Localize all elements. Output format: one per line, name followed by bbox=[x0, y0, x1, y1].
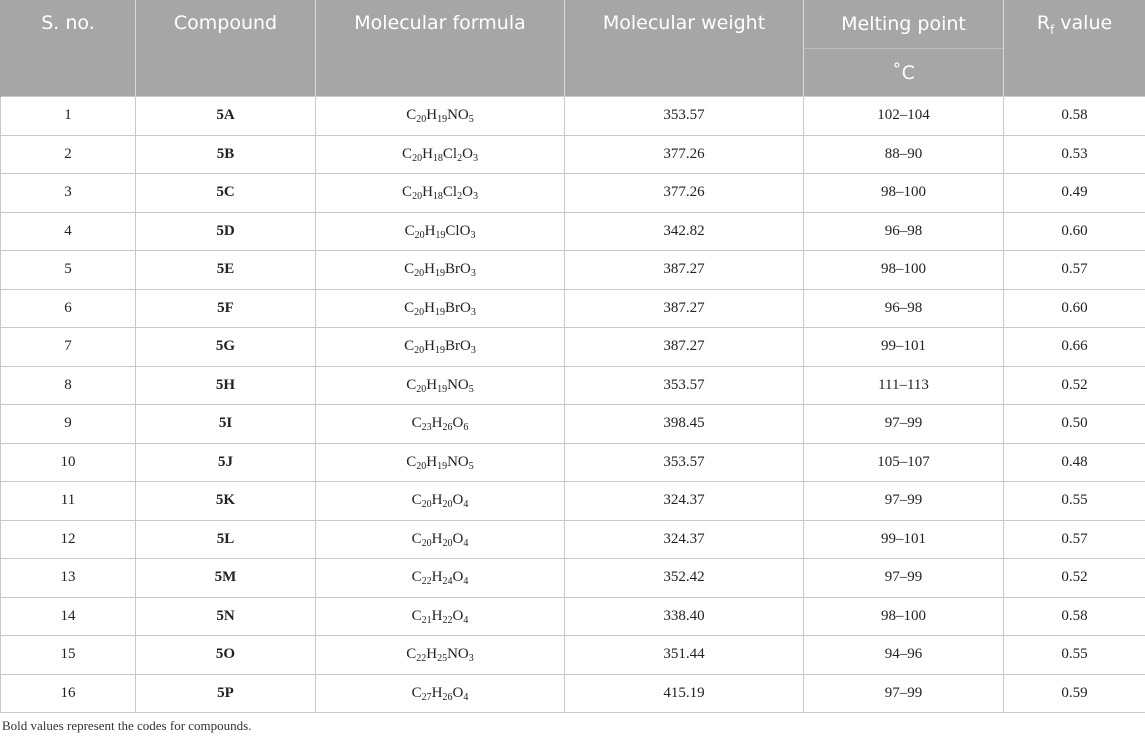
cell-molecular-formula bbox=[316, 366, 565, 405]
formula-element: NO bbox=[447, 107, 469, 124]
cell-melting-point: 99–101 bbox=[804, 520, 1004, 559]
formula-subscript: 20 bbox=[412, 191, 423, 203]
formula-subscript: 3 bbox=[472, 191, 478, 203]
formula-subscript: 27 bbox=[421, 691, 432, 703]
formula-subscript: 20 bbox=[416, 460, 427, 472]
formula-element: C bbox=[404, 338, 415, 355]
table-row bbox=[1, 251, 1145, 290]
formula-subscript: 3 bbox=[470, 229, 476, 241]
table-footnote: Bold values represent the codes for compounds. bbox=[2, 718, 252, 733]
formula-element: H bbox=[424, 261, 435, 278]
cell-rf-value: 0.66 bbox=[1004, 328, 1145, 367]
formula-subscript: 20 bbox=[421, 499, 432, 511]
table-header bbox=[1, 0, 1145, 97]
table-row bbox=[1, 559, 1145, 598]
formula-subscript: 6 bbox=[463, 422, 469, 434]
cell-melting-point: 105–107 bbox=[804, 443, 1004, 482]
formula-element: O bbox=[452, 569, 464, 586]
cell-melting-point: 97–99 bbox=[804, 482, 1004, 521]
table-row bbox=[1, 174, 1145, 213]
formula-element: H bbox=[431, 684, 443, 701]
formula-element: O bbox=[452, 607, 464, 624]
formula-element: H bbox=[426, 453, 438, 470]
cell-sno: 3 bbox=[1, 174, 136, 213]
cell-sno: 13 bbox=[1, 559, 136, 598]
table-row bbox=[1, 597, 1145, 636]
formula-subscript: 19 bbox=[437, 114, 448, 126]
cell-rf-value: 0.55 bbox=[1004, 482, 1145, 521]
cell-melting-point: 99–101 bbox=[804, 328, 1004, 367]
cell-rf-value: 0.52 bbox=[1004, 559, 1145, 598]
cell-compound-code: 5L bbox=[136, 520, 316, 559]
header-compound: Compound bbox=[136, 0, 316, 97]
cell-sno: 4 bbox=[1, 212, 136, 251]
table-row bbox=[1, 97, 1145, 136]
cell-compound-code: 5F bbox=[136, 289, 316, 328]
cell-molecular-weight: 415.19 bbox=[565, 674, 804, 713]
cell-rf-value: 0.59 bbox=[1004, 674, 1145, 713]
formula-element: C bbox=[411, 607, 422, 624]
formula-subscript: 4 bbox=[463, 499, 469, 511]
formula-element: C bbox=[406, 107, 417, 124]
formula-subscript: 20 bbox=[414, 306, 425, 318]
formula-subscript: 19 bbox=[435, 229, 446, 241]
formula-subscript: 19 bbox=[435, 345, 445, 357]
cell-rf-value: 0.57 bbox=[1004, 251, 1145, 290]
formula-subscript: 5 bbox=[468, 114, 474, 126]
cell-melting-point: 97–99 bbox=[804, 674, 1004, 713]
formula-subscript: 21 bbox=[421, 614, 432, 626]
cell-compound-code: 5D bbox=[136, 212, 316, 251]
table-row bbox=[1, 212, 1145, 251]
table-row bbox=[1, 366, 1145, 405]
cell-sno: 1 bbox=[1, 97, 136, 136]
formula-element: NO bbox=[447, 646, 469, 663]
cell-melting-point: 96–98 bbox=[804, 289, 1004, 328]
cell-compound-code: 5C bbox=[136, 174, 316, 213]
formula-element: H bbox=[424, 338, 435, 355]
formula-subscript: 2 bbox=[457, 152, 463, 164]
cell-melting-point: 97–99 bbox=[804, 559, 1004, 598]
cell-molecular-formula bbox=[316, 289, 565, 328]
cell-compound-code: 5M bbox=[136, 559, 316, 598]
formula-subscript: 19 bbox=[435, 306, 445, 318]
formula-subscript: 26 bbox=[442, 691, 453, 703]
cell-melting-point: 98–100 bbox=[804, 251, 1004, 290]
cell-molecular-weight: 353.57 bbox=[565, 97, 804, 136]
cell-sno: 14 bbox=[1, 597, 136, 636]
cell-rf-value: 0.52 bbox=[1004, 366, 1145, 405]
table-row bbox=[1, 520, 1145, 559]
header-melting-point: Melting point bbox=[804, 0, 1004, 49]
header-weight: Molecular weight bbox=[565, 0, 804, 97]
cell-rf-value: 0.57 bbox=[1004, 520, 1145, 559]
formula-subscript: 5 bbox=[468, 460, 474, 472]
formula-subscript: 18 bbox=[432, 191, 443, 203]
cell-sno: 6 bbox=[1, 289, 136, 328]
cell-molecular-formula bbox=[316, 559, 565, 598]
formula-subscript: 24 bbox=[442, 576, 453, 588]
cell-molecular-weight: 324.37 bbox=[565, 482, 804, 521]
formula-element: O bbox=[452, 415, 464, 432]
formula-subscript: 25 bbox=[437, 653, 448, 665]
formula-subscript: 20 bbox=[442, 499, 453, 511]
formula-element: H bbox=[426, 646, 438, 663]
formula-element: NO bbox=[447, 376, 469, 393]
formula-element: C bbox=[411, 492, 422, 509]
cell-molecular-formula bbox=[316, 482, 565, 521]
formula-subscript: 5 bbox=[468, 383, 474, 395]
formula-subscript: 22 bbox=[416, 653, 427, 665]
header-sno: S. no. bbox=[1, 0, 136, 97]
formula-element: NO bbox=[447, 453, 469, 470]
cell-sno: 5 bbox=[1, 251, 136, 290]
cell-melting-point: 111–113 bbox=[804, 366, 1004, 405]
formula-element: H bbox=[431, 530, 443, 547]
cell-compound-code: 5E bbox=[136, 251, 316, 290]
table-row bbox=[1, 405, 1145, 444]
cell-molecular-formula bbox=[316, 251, 565, 290]
formula-element: H bbox=[431, 492, 443, 509]
cell-rf-value: 0.60 bbox=[1004, 212, 1145, 251]
formula-subscript: 3 bbox=[468, 653, 474, 665]
cell-molecular-weight: 377.26 bbox=[565, 174, 804, 213]
cell-rf-value: 0.60 bbox=[1004, 289, 1145, 328]
cell-sno: 12 bbox=[1, 520, 136, 559]
cell-compound-code: 5B bbox=[136, 135, 316, 174]
cell-compound-code: 5P bbox=[136, 674, 316, 713]
cell-sno: 9 bbox=[1, 405, 136, 444]
cell-molecular-weight: 342.82 bbox=[565, 212, 804, 251]
cell-melting-point: 98–100 bbox=[804, 597, 1004, 636]
cell-compound-code: 5O bbox=[136, 636, 316, 675]
cell-molecular-weight: 338.40 bbox=[565, 597, 804, 636]
cell-melting-point: 98–100 bbox=[804, 174, 1004, 213]
cell-molecular-weight: 387.27 bbox=[565, 251, 804, 290]
cell-molecular-weight: 352.42 bbox=[565, 559, 804, 598]
formula-subscript: 20 bbox=[414, 229, 425, 241]
formula-element: C bbox=[411, 684, 422, 701]
table-row bbox=[1, 636, 1145, 675]
formula-subscript: 4 bbox=[463, 614, 469, 626]
formula-element: C bbox=[411, 415, 422, 432]
formula-subscript: 20 bbox=[414, 345, 425, 357]
formula-element: H bbox=[431, 415, 443, 432]
formula-subscript: 4 bbox=[463, 691, 469, 703]
table-row bbox=[1, 443, 1145, 482]
cell-compound-code: 5I bbox=[136, 405, 316, 444]
formula-subscript: 20 bbox=[442, 537, 453, 549]
formula-subscript: 19 bbox=[435, 268, 445, 280]
formula-subscript: 20 bbox=[421, 537, 432, 549]
formula-subscript: 18 bbox=[432, 152, 443, 164]
cell-compound-code: 5N bbox=[136, 597, 316, 636]
cell-compound-code: 5K bbox=[136, 482, 316, 521]
cell-sno: 8 bbox=[1, 366, 136, 405]
cell-molecular-formula bbox=[316, 443, 565, 482]
cell-rf-value: 0.50 bbox=[1004, 405, 1145, 444]
cell-molecular-formula bbox=[316, 328, 565, 367]
formula-element: Cl bbox=[442, 184, 458, 201]
cell-rf-value: 0.49 bbox=[1004, 174, 1145, 213]
cell-molecular-weight: 353.57 bbox=[565, 443, 804, 482]
header-rf-main: R bbox=[1036, 12, 1051, 34]
cell-compound-code: 5A bbox=[136, 97, 316, 136]
cell-molecular-formula bbox=[316, 174, 565, 213]
formula-element: C bbox=[406, 376, 417, 393]
formula-subscript: 3 bbox=[470, 345, 476, 357]
formula-subscript: 20 bbox=[416, 383, 427, 395]
formula-subscript: 20 bbox=[412, 152, 423, 164]
formula-element: O bbox=[462, 184, 473, 201]
formula-subscript: 23 bbox=[421, 422, 432, 434]
cell-molecular-weight: 398.45 bbox=[565, 405, 804, 444]
cell-rf-value: 0.53 bbox=[1004, 135, 1145, 174]
formula-element: O bbox=[462, 145, 473, 162]
cell-molecular-weight: 324.37 bbox=[565, 520, 804, 559]
formula-element: C bbox=[406, 646, 417, 663]
cell-compound-code: 5H bbox=[136, 366, 316, 405]
cell-sno: 15 bbox=[1, 636, 136, 675]
header-rf-sub: f bbox=[1050, 22, 1055, 37]
cell-melting-point: 96–98 bbox=[804, 212, 1004, 251]
formula-subscript: 3 bbox=[470, 268, 476, 280]
cell-molecular-weight: 387.27 bbox=[565, 328, 804, 367]
formula-element: H bbox=[426, 376, 438, 393]
cell-sno: 11 bbox=[1, 482, 136, 521]
cell-molecular-formula bbox=[316, 674, 565, 713]
cell-molecular-formula bbox=[316, 597, 565, 636]
cell-molecular-formula bbox=[316, 520, 565, 559]
formula-element: H bbox=[422, 145, 433, 162]
formula-element: H bbox=[422, 184, 433, 201]
formula-element: Cl bbox=[442, 145, 458, 162]
cell-melting-point: 102–104 bbox=[804, 97, 1004, 136]
formula-element: BrO bbox=[445, 261, 471, 278]
cell-sno: 7 bbox=[1, 328, 136, 367]
formula-element: H bbox=[426, 107, 438, 124]
cell-molecular-weight: 377.26 bbox=[565, 135, 804, 174]
cell-molecular-weight: 387.27 bbox=[565, 289, 804, 328]
table-row bbox=[1, 135, 1145, 174]
cell-sno: 2 bbox=[1, 135, 136, 174]
formula-element: O bbox=[452, 492, 464, 509]
formula-element: C bbox=[406, 453, 417, 470]
formula-element: C bbox=[404, 299, 415, 316]
formula-subscript: 22 bbox=[421, 576, 432, 588]
cell-melting-point: 88–90 bbox=[804, 135, 1004, 174]
cell-rf-value: 0.58 bbox=[1004, 597, 1145, 636]
cell-molecular-formula bbox=[316, 97, 565, 136]
formula-element: H bbox=[424, 299, 435, 316]
cell-rf-value: 0.58 bbox=[1004, 97, 1145, 136]
cell-sno: 10 bbox=[1, 443, 136, 482]
cell-melting-point: 94–96 bbox=[804, 636, 1004, 675]
formula-subscript: 26 bbox=[442, 422, 453, 434]
formula-subscript: 19 bbox=[437, 383, 448, 395]
cell-compound-code: 5J bbox=[136, 443, 316, 482]
cell-molecular-formula bbox=[316, 135, 565, 174]
formula-element: C bbox=[411, 530, 422, 547]
header-formula: Molecular formula bbox=[316, 0, 565, 97]
header-rf-value bbox=[1004, 0, 1145, 97]
header-melting-unit: ˚C bbox=[804, 49, 1004, 97]
formula-subscript: 22 bbox=[442, 614, 453, 626]
formula-subscript: 3 bbox=[470, 306, 476, 318]
formula-element: BrO bbox=[445, 338, 471, 355]
table-body bbox=[1, 97, 1145, 713]
cell-molecular-formula bbox=[316, 636, 565, 675]
formula-subscript: 2 bbox=[457, 191, 463, 203]
formula-subscript: 3 bbox=[472, 152, 478, 164]
formula-subscript: 20 bbox=[414, 268, 425, 280]
cell-rf-value: 0.55 bbox=[1004, 636, 1145, 675]
cell-molecular-weight: 353.57 bbox=[565, 366, 804, 405]
table-row bbox=[1, 289, 1145, 328]
formula-subscript: 19 bbox=[437, 460, 448, 472]
formula-element: C bbox=[402, 184, 413, 201]
table-row bbox=[1, 328, 1145, 367]
formula-element: ClO bbox=[445, 222, 471, 239]
formula-element: O bbox=[452, 684, 464, 701]
cell-molecular-formula bbox=[316, 212, 565, 251]
formula-element: H bbox=[424, 222, 436, 239]
formula-element: O bbox=[452, 530, 464, 547]
formula-subscript: 20 bbox=[416, 114, 427, 126]
formula-element: H bbox=[431, 569, 443, 586]
formula-element: H bbox=[431, 607, 443, 624]
formula-subscript: 4 bbox=[463, 537, 469, 549]
cell-rf-value: 0.48 bbox=[1004, 443, 1145, 482]
cell-molecular-weight: 351.44 bbox=[565, 636, 804, 675]
formula-element: C bbox=[404, 261, 415, 278]
cell-sno: 16 bbox=[1, 674, 136, 713]
formula-element: C bbox=[404, 222, 415, 239]
table-row bbox=[1, 674, 1145, 713]
table-row bbox=[1, 482, 1145, 521]
cell-melting-point: 97–99 bbox=[804, 405, 1004, 444]
formula-subscript: 4 bbox=[463, 576, 469, 588]
formula-element: C bbox=[402, 145, 413, 162]
formula-element: C bbox=[411, 569, 422, 586]
cell-compound-code: 5G bbox=[136, 328, 316, 367]
formula-element: BrO bbox=[445, 299, 471, 316]
cell-molecular-formula bbox=[316, 405, 565, 444]
header-rf-rest: value bbox=[1054, 12, 1113, 34]
